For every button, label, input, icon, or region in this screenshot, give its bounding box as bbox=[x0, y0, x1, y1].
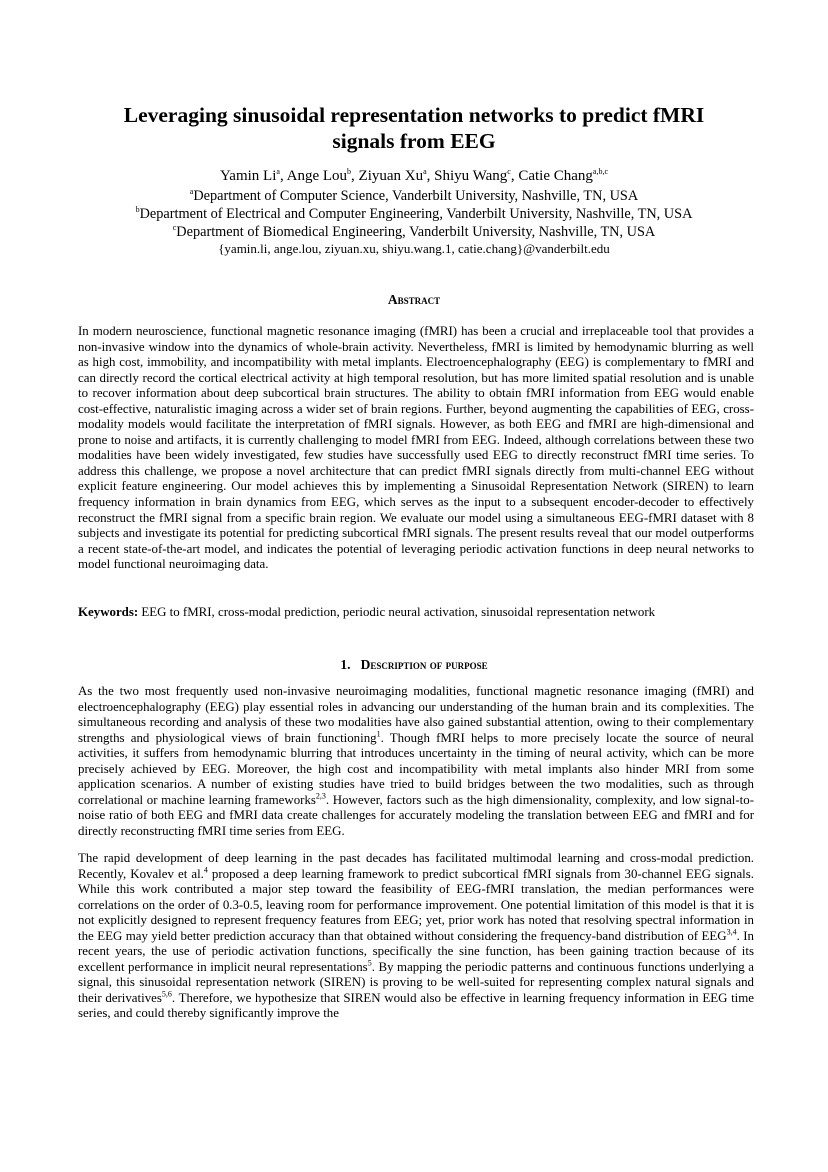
affiliation: $^c$Department of Biomedical Engineering, Vanderbilt University, Nashville, TN, USA bbox=[172, 223, 656, 240]
author: Ziyuan Xu$^a$, bbox=[358, 167, 435, 184]
author: Shiyu Wang$^c$, bbox=[434, 167, 519, 184]
author: Yamin Li$^a$, bbox=[219, 167, 287, 184]
section1-paragraph-2: The rapid development of deep learning in the past decades has facilitated multimodal learning and cross-modal prediction. Recently, Kovalev et al.$^4$ proposed a deep learning framework to predict subcortical fMRI signals from 30-channel EEG signals. While this work contributed a major step toward the feasibility of EEG-fMRI translation, the median performances were correlations on the order of 0.3-0.5, leaving room for performance improvement. One potential limitation of this model is that it is not explicitly designed to represent frequency features from EEG; yet, prior work has noted that resolving spectral information in the EEG may yield better prediction accuracy than that obtained without considering the frequency-band distribution of EEG$^{3,4}$. In recent years, the use of periodic activation functions, specifically the sine function, has been gaining traction because of its excellent performance in implicit neural representations$^5$. By mapping the periodic patterns and continuous functions underlying a signal, this sinusoidal representation network (SIREN) is proving to be well-suited for representing complex natural signals and their derivatives$^{5,6}$. Therefore, we hypothesize that SIREN would also be effective in learning frequency information in EEG time series, and could thereby significantly improve the bbox=[78, 851, 754, 1021]
keywords bbox=[78, 605, 754, 621]
paper-title: Leveraging sinusoidal representation networks to predict fMRI signals from EEG bbox=[123, 103, 705, 153]
keywords-label: Keywords: bbox=[78, 605, 139, 619]
section-heading bbox=[60, 657, 768, 673]
affiliation: $^b$Department of Electrical and Computer Engineering, Vanderbilt University, Nashville, TN, USA bbox=[135, 205, 693, 222]
abstract-heading: Abstract bbox=[387, 292, 441, 307]
affiliation: $^a$Department of Computer Science, Vanderbilt University, Nashville, TN, USA bbox=[189, 187, 639, 204]
abstract-text: In modern neuroscience, functional magnetic resonance imaging (fMRI) has been a crucial and irreplaceable tool that provides a non-invasive window into the dynamics of whole-brain activity. Nevertheless, fMRI is limited by hemodynamic blurring as well as high cost, immobility, and incompatibility with metal implants. Electroencephalography (EEG) is complementary to fMRI and can directly record the cortical electrical activity at high temporal resolution, but has more limited spatial resolution and is unable to recover information about deep subcortical brain structures. The ability to obtain fMRI information from EEG would enable cost-effective, naturalistic imaging across a wider set of brain regions. Further, beyond augmenting the capabilities of EEG, cross-modality models would facilitate the interpretation of fMRI signals. However, as both EEG and fMRI are high-dimensional and prone to noise and artifacts, it is currently challenging to model fMRI from EEG. Indeed, although correlations between these two modalities have been widely investigated, few studies have successfully used EEG to directly reconstruct fMRI time series. To address this challenge, we propose a novel architecture that can predict fMRI signals directly from multi-channel EEG without explicit feature engineering. Our model achieves this by implementing a Sinusoidal Representation Network (SIREN) to learn frequency information in brain dynamics from EEG, which serves as the input to a subsequent encoder-decoder to effectively reconstruct the fMRI signal from a specific brain region. We evaluate our model using a simultaneous EEG-fMRI dataset with 8 subjects and investigate its potential for predicting subcortical fMRI signals. The present results reveal that our model outperforms a recent state-of-the-art model, and indicates the potential of leveraging periodic activation functions in deep neural networks to model functional neuroimaging data. bbox=[78, 324, 754, 572]
section-title: Description of purpose bbox=[360, 657, 488, 672]
keywords-text: EEG to fMRI, cross-modal prediction, periodic neural activation, sinusoidal representation network bbox=[138, 605, 656, 619]
author-list bbox=[60, 167, 768, 186]
author: Ange Lou$^b$, bbox=[286, 167, 359, 184]
author-emails: {yamin.li, ange.lou, ziyuan.xu, shiyu.wang.1, catie.chang}@vanderbilt.edu bbox=[218, 241, 610, 256]
author: Catie Chang$^{a,b,c}$ bbox=[518, 167, 609, 184]
section-number: 1. bbox=[340, 657, 351, 672]
section1-paragraph-1: As the two most frequently used non-invasive neuroimaging modalities, functional magnetic resonance imaging (fMRI) and electroencephalography (EEG) play essential roles in advancing our understanding of the human brain and its complexities. The simultaneous recording and analysis of these two modalities have also gained substantial attention, owing to their complementary strengths and physiological views of brain functioning$^1$. Though fMRI helps to more precisely locate the source of neural activities, it suffers from hemodynamic blurring that introduces uncertainty in the timing of neural activity, which can be more precisely achieved by EEG. Moreover, the high cost and incompatibility with metal implants also hinder MRI from some application scenarios. A number of existing studies have tried to build bridges between the two modalities, such as through correlational or machine learning frameworks$^{2,3}$. However, factors such as the high dimensionality, complexity, and low signal-to-noise ratio of both EEG and fMRI data create challenges for accurately modeling the translation between EEG and fMRI and for directly reconstructing fMRI time series from EEG. bbox=[78, 684, 755, 838]
